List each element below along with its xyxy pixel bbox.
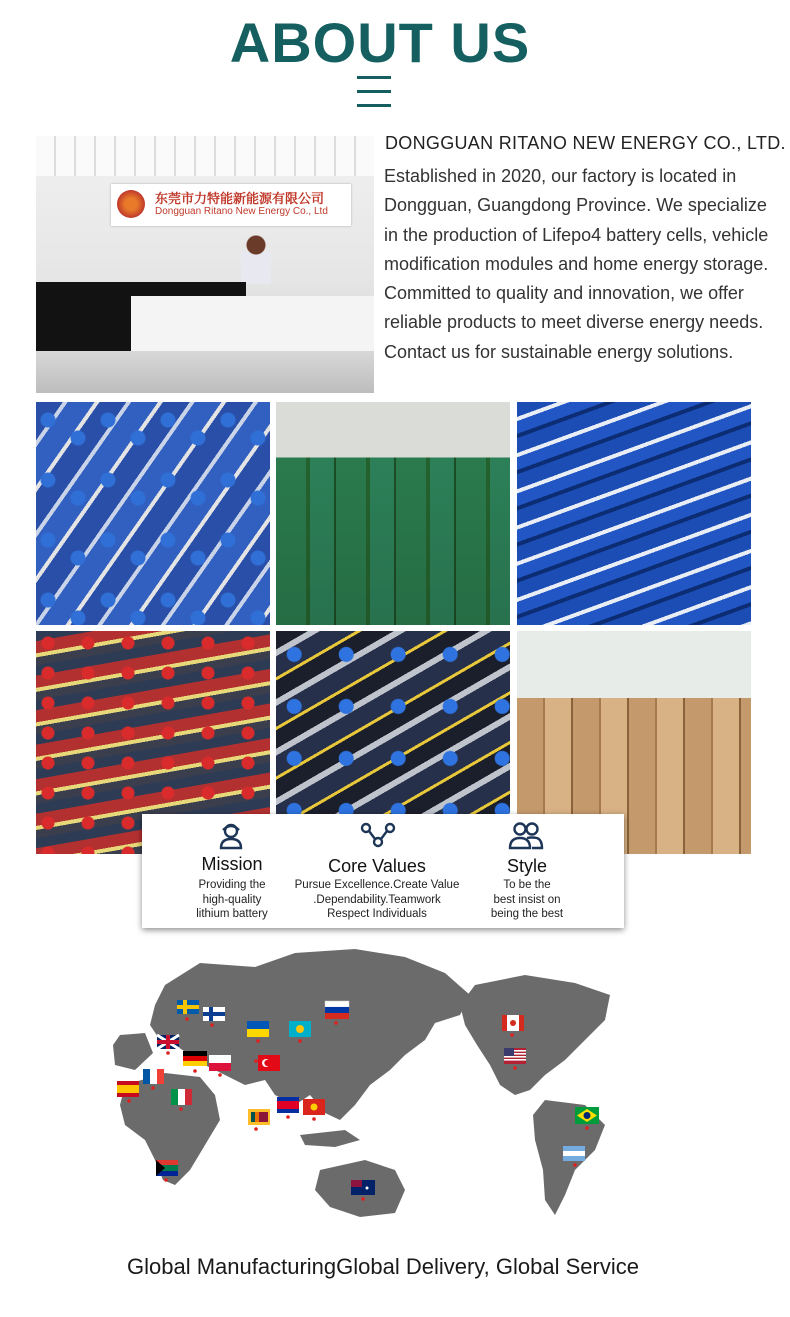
receptionist [241, 234, 271, 284]
sign-chinese-text: 东莞市力特能新能源有限公司 [155, 191, 325, 206]
production-line-photo [276, 402, 510, 625]
world-map [105, 945, 625, 1245]
flag-uk-icon [157, 1035, 179, 1049]
mission-line: high-quality [202, 893, 262, 906]
flag-germany-icon [183, 1051, 207, 1066]
flag-poland-icon [209, 1055, 231, 1071]
flag-sri-lanka-icon [248, 1109, 270, 1125]
team-icon [507, 820, 545, 850]
flag-turkey-icon [258, 1055, 280, 1071]
company-name: DONGGUAN RITANO NEW ENERGY CO., LTD. [385, 133, 786, 153]
mission-title: Mission [201, 854, 263, 874]
company-description: Established in 2020, our factory is located in Dongguan, Guangdong Province. We specialize in the production of Lifepo4 battery cells, vehicle modification modules and home energy storage. Committed to quality and innovation, we offer reliable products to meet diverse energy needs. Contact us for sustainable energy solutions. [384, 166, 769, 362]
values-card [142, 814, 624, 928]
map-caption: Global ManufacturingGlobal Delivery, Global Service [127, 1254, 639, 1279]
menu-icon [357, 76, 391, 110]
flag-argentina-icon [563, 1146, 585, 1161]
north-america-landmass [460, 975, 610, 1095]
core-values-title: Core Values [328, 856, 426, 876]
flag-cambodia-icon [277, 1097, 299, 1113]
flag-usa-icon [504, 1048, 526, 1064]
style-title: Style [506, 856, 548, 876]
flag-france-icon [143, 1069, 164, 1084]
battery-rows-photo [517, 402, 751, 625]
flag-italy-icon [171, 1089, 192, 1105]
mission-line: lithium battery [196, 908, 268, 921]
company-logo-icon [117, 190, 145, 218]
worker-icon [216, 820, 246, 850]
page-title: ABOUT US [229, 11, 531, 74]
flag-sweden-icon [177, 1000, 199, 1014]
battery-pack-photo [276, 631, 510, 814]
sign-english-text: Dongguan Ritano New Energy Co., Ltd [155, 206, 328, 217]
flag-canada-icon [502, 1015, 524, 1031]
flag-finland-icon [203, 1007, 225, 1021]
europe-west [113, 1033, 153, 1070]
core-values-line: Pursue Excellence.Create Value [294, 879, 460, 891]
mission-line: Providing the [198, 879, 266, 891]
flag-australia-icon [351, 1180, 375, 1195]
flag-spain-icon [117, 1081, 139, 1097]
style-line: being the best [490, 908, 564, 921]
company-sign [111, 184, 351, 226]
flag-ukraine-icon [247, 1021, 269, 1037]
core-values-line: Respect Individuals [327, 908, 427, 921]
core-values-line: .Dependability.Teamwork [313, 893, 441, 906]
flag-south-africa-icon [156, 1160, 178, 1176]
style-line: best insist on [493, 893, 561, 906]
flag-brazil-icon [575, 1107, 599, 1124]
office-reception-photo [36, 136, 374, 393]
network-icon [360, 820, 396, 850]
flag-russia-icon [325, 1001, 349, 1019]
blue-battery-cells-photo [36, 402, 270, 625]
style-line: To be the [503, 879, 551, 891]
flag-kazakhstan-icon [289, 1021, 311, 1037]
flag-vietnam-icon [303, 1099, 325, 1115]
